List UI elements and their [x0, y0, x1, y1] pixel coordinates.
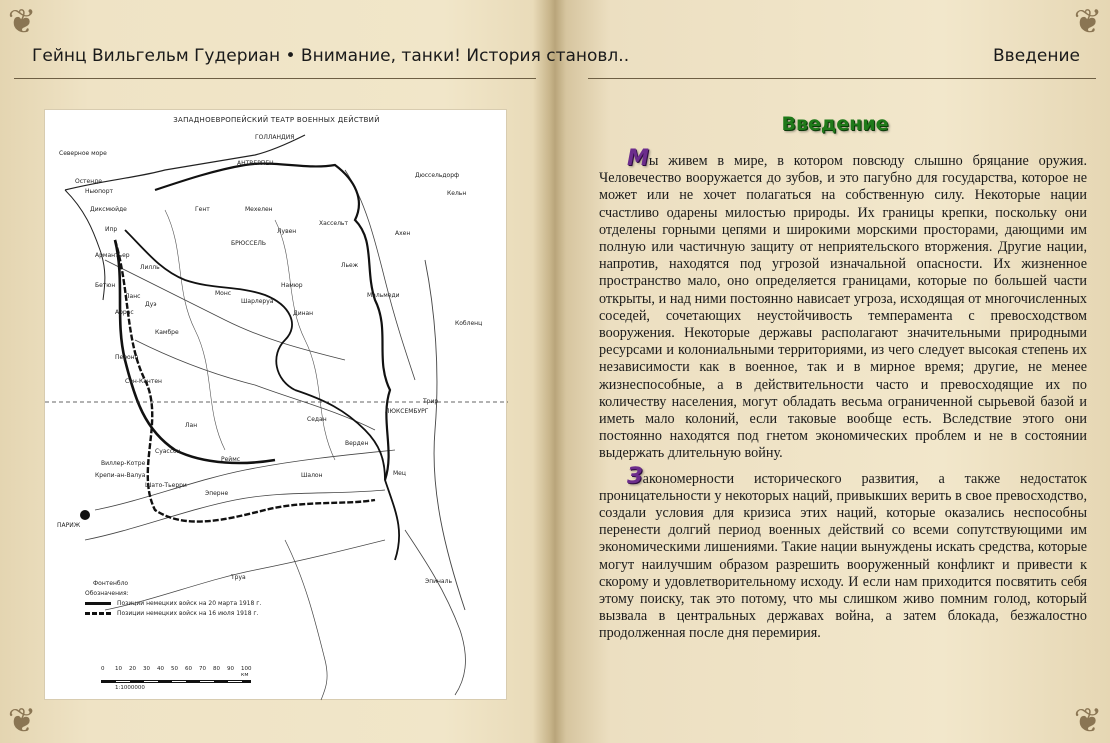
book-title-header: Гейнц Вильгельм Гудериан • Внимание, танки! История становл..	[32, 46, 630, 66]
scale-tick: 20	[129, 666, 136, 672]
map-scale	[101, 666, 255, 691]
river	[405, 530, 465, 695]
scale-tick: 30	[143, 666, 150, 672]
map-label: БРЮССЕЛЬ	[231, 240, 267, 247]
map-label: Гент	[195, 206, 210, 213]
map-label: Фонтенбло	[93, 580, 129, 587]
scale-tick: 50	[171, 666, 178, 672]
chapter-header: Введение	[993, 46, 1080, 66]
paris-marker	[80, 510, 90, 520]
map-label: Реймс	[221, 456, 241, 463]
legend-label: Позиции немецких войск на 16 июля 1918 г.	[117, 610, 259, 617]
map-label: Мехелен	[245, 206, 273, 213]
scale-tick: 90	[227, 666, 234, 672]
paragraph-text: акономерности исторического развития, а также недостаток проницательности у некоторых наций, привыкших верить в свое превосходство, создали условия для кризиса этих наций, которые оказались неспособны перенести долгий период военных действий со всеми сопутствующими им экономическими лишениями. Такие нации вынуждены искать средства, которые могут наилучшим образом разрешить вооруженный конфликт и привести к скорому и удовлетворительному исходу. И если нам приходится посвятить себя этому поиску, так это потому, что мы слишком живо помним голод, который вызвала в центральных державах война, а затем блокада, безжалостно продолженная после дня перемирия.	[599, 470, 1087, 642]
map-label: Сен-Кантен	[125, 378, 162, 385]
map-label: Льеж	[341, 262, 359, 269]
paragraph	[599, 146, 1087, 463]
legend-label: Позиции немецких войск на 20 марта 1918 г.	[117, 600, 262, 607]
corner-ornament-icon: ❦	[7, 701, 37, 741]
corner-ornament-icon: ❦	[1073, 2, 1103, 42]
scale-tick: 100 км	[241, 666, 252, 678]
map-label: Эпиналь	[425, 578, 452, 585]
paragraph-text: ы живем в мире, в котором повсюду слышно бряцание оружия. Человечество вооружается до зубов, и это пагубно для государства, которое не может или не хочет полагаться на собственную силу. Некоторые нации счастливо одарены милостью природы. Их границы крепки, поскольку они отделены горными цепями и широкими морскими просторами, дающими им полную или частичную защиту от неприятельского вторжения. Другие нации, напротив, находятся под угрозой изначальной опасности. Их жизненное пространство мало, оно определяется границами, которые по большей части открыты, и над ними постоянно нависает угроза, исходящая от многочисленных соседей, сочетающих неустойчивость темперамента с превосходством вооружения. Некоторые державы располагают значительными природными ресурсами и колониальными территориями, из чего следует высокая степень их независимости как в военное, так и в мирное время; другие, не менее жизнеспособные, а в действительности часто и превосходящие их по количеству населения, могут обладать весьма ограниченной сырьевой базой и иметь мало колоний, если таковые вообще есть. Вследствие этого они постоянно находятся под гнетом экономических проблем и не в состоянии выдержать длительную войну.	[599, 153, 1087, 462]
map-label: Суассон	[155, 448, 181, 455]
map-label: Шарлеруа	[241, 298, 274, 305]
map-label: Северное море	[59, 150, 107, 157]
scale-tick: 70	[199, 666, 206, 672]
river	[85, 490, 385, 540]
front-line-1918-march	[115, 240, 275, 463]
map-label: ГОЛЛАНДИЯ	[255, 134, 295, 141]
map-label: Намюр	[281, 282, 303, 289]
map-label: Дуэ	[145, 301, 157, 308]
map-label: ЛЮКСЕМБУРГ	[385, 408, 429, 415]
solid-line-icon	[85, 602, 111, 605]
map-label: Виллер-Котре	[101, 460, 146, 467]
map-label: Шалон	[301, 472, 323, 479]
map-label: Лилль	[140, 264, 160, 271]
scale-tick: 10	[115, 666, 122, 672]
map-label: Остенде	[75, 178, 102, 185]
scale-tick: 40	[157, 666, 164, 672]
legend-item	[85, 610, 261, 617]
map-label: Бетюн	[95, 282, 116, 289]
map-illustration	[44, 109, 507, 700]
scale-ratio: 1:1000000	[115, 685, 145, 691]
header-divider	[588, 78, 1096, 79]
map-label: Динан	[293, 310, 314, 317]
border-line	[125, 230, 295, 390]
scale-ticks	[101, 666, 255, 678]
scale-tick: 0	[101, 666, 105, 672]
map-label: Седан	[307, 416, 327, 423]
river	[285, 540, 327, 700]
map-label: Диксмюйде	[90, 206, 127, 213]
scale-tick: 80	[213, 666, 220, 672]
chapter-body	[599, 146, 1087, 650]
river	[345, 170, 415, 380]
map-label: Мальмеди	[367, 292, 400, 299]
dashed-line-icon	[85, 612, 111, 615]
scale-bar	[101, 680, 251, 683]
river	[425, 260, 465, 610]
legend-title: Обозначения:	[85, 590, 129, 597]
map-label: Верден	[345, 440, 369, 447]
map-label: Мец	[393, 470, 406, 477]
map-label: АНТВЕРПЕН	[237, 160, 274, 167]
map-title: ЗАПАДНОЕВРОПЕЙСКИЙ ТЕАТР ВОЕННЫХ ДЕЙСТВИЙ	[173, 116, 380, 124]
map-label: Хассельт	[319, 220, 348, 227]
map-label: Эперне	[205, 490, 229, 497]
map-label: Лувен	[277, 228, 297, 235]
map-label: Ахен	[395, 230, 411, 237]
scale-tick: 60	[185, 666, 192, 672]
map-label: Перонн	[115, 354, 139, 361]
legend-item	[85, 600, 261, 607]
header-divider	[14, 78, 536, 79]
map-label: Крепи-ан-Валуа	[95, 472, 146, 479]
corner-ornament-icon: ❦	[7, 2, 37, 42]
map-label: Армантьер	[95, 252, 130, 259]
corner-ornament-icon: ❦	[1073, 701, 1103, 741]
river	[135, 340, 375, 430]
map-legend	[85, 590, 261, 620]
paragraph	[599, 463, 1087, 643]
map-label: Камбре	[155, 329, 179, 336]
map-label: Лан	[185, 422, 198, 429]
chapter-title: Введение	[781, 113, 889, 135]
map-label: Дюссельдорф	[415, 172, 460, 179]
drop-cap: З	[627, 463, 643, 489]
map-label: Шато-Тьерри	[145, 482, 187, 489]
map-label: Кобленц	[455, 320, 483, 327]
river	[95, 450, 395, 510]
map-label: Кельн	[447, 190, 467, 197]
drop-cap: М	[627, 146, 649, 171]
map-label: Ньюпорт	[85, 188, 113, 195]
map-label: Ипр	[105, 226, 118, 233]
map-label: ПАРИЖ	[57, 522, 81, 529]
map-label: Монс	[215, 290, 232, 297]
map-label: Аррас	[115, 309, 134, 316]
map-label: Трир	[423, 398, 439, 405]
map-label: Труа	[231, 574, 246, 581]
map-label: Ланс	[125, 293, 141, 300]
